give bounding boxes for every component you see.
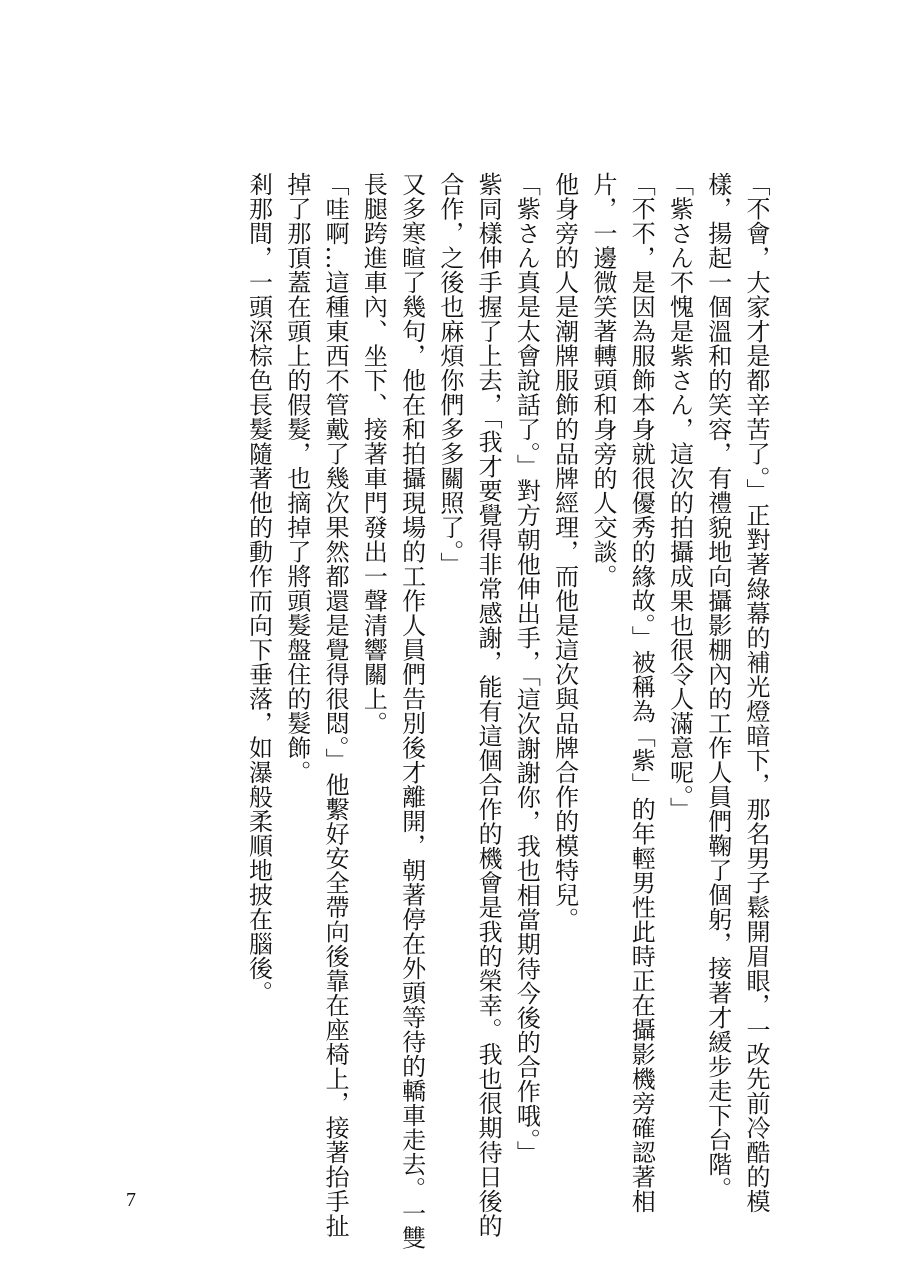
text-column: 「紫さん不愧是紫さん，這次的拍攝成果也很令人滿意呢。」 — [665, 172, 694, 822]
text-column: 合作，之後也麻煩你們多多關照了。」 — [435, 172, 464, 577]
text-column: 片，一邊微笑著轉頭和身旁的人交談。 — [588, 172, 617, 589]
page-number: 7 — [126, 1189, 136, 1211]
text-column: 剎那間，一頭深棕色長髮隨著他的動作而向下垂落，如瀑般柔順地披在腦後。 — [244, 172, 273, 1005]
text-column: 樣，揚起一個溫和的笑容，有禮貌地向攝影棚內的工作人員們鞠了個躬，接著才緩步走下台階。 — [703, 172, 732, 1201]
text-column: 「不不，是因為服飾本身就很優秀的緣故。」被稱為「紫」的年輕男性此時正在攝影機旁確認著相 — [627, 172, 656, 1214]
text-column: 「哇啊…這種東西不管戴了幾次果然都還是覺得很悶。」他繫好安全帶向後靠在座椅上，接著抬手扯 — [321, 172, 350, 1238]
text-column: 紫同樣伸手握了上去，「我才要覺得非常感謝，能有這個合作的機會是我的榮幸。我也很期待日後的 — [474, 172, 503, 1238]
text-column: 又多寒暄了幾句，他在和拍攝現場的工作人員們告別後才離開，朝著停在外頭等待的轎車走去。一雙 — [397, 172, 426, 1250]
body-text — [150, 172, 770, 1250]
text-column: 他身旁的人是潮牌服飾的品牌經理，而他是這次與品牌合作的模特兒。 — [550, 172, 579, 932]
text-column: 「不會，大家才是都辛苦了。」正對著綠幕的補光燈暗下，那名男子鬆開眉眼，一改先前冷酷的模 — [742, 172, 770, 1214]
text-column: 「紫さん真是太會說話了。」對方朝他伸出手，「這次謝謝你，我也相當期待今後的合作哦。」 — [512, 172, 541, 1165]
text-column: 掉了那頂蓋在頭上的假髮，也摘掉了將頭髮盤住的髮飾。 — [282, 172, 311, 785]
text-column: 長腿跨進車內、坐下、接著車門發出一聲清響關上。 — [359, 172, 388, 736]
